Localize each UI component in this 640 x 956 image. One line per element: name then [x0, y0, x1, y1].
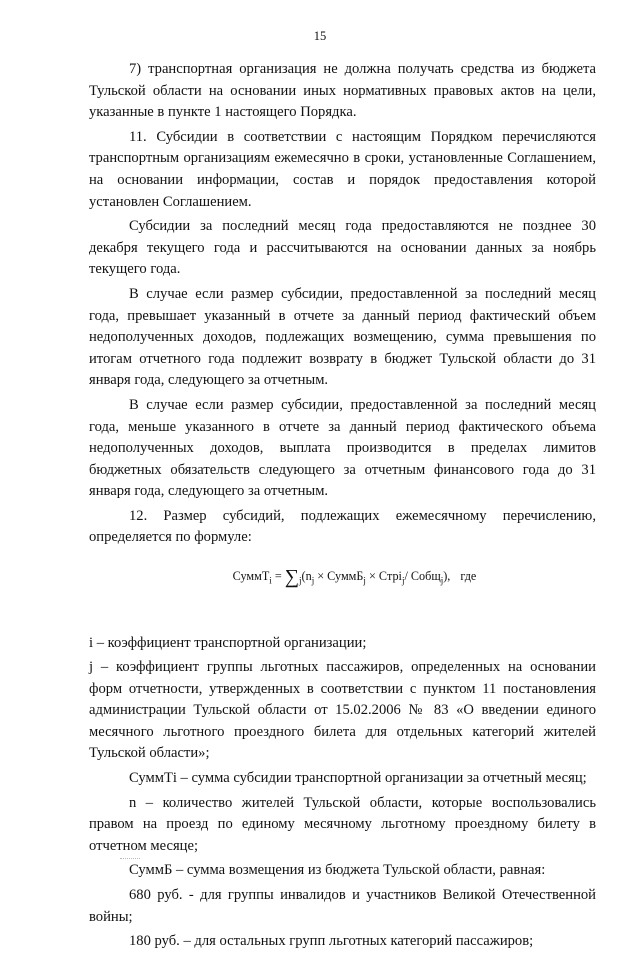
paragraph-shortfall-case: В случае если размер субсидии, предоставленной за последний месяц года, меньше указанного в отчете за данный период фактического объема недополученных доходов, выплата производится в пределах лимитов бюджетных обязательств следующего за отчетным финансового года до 31 января года, следующего за отчетным. — [89, 396, 596, 500]
formula-lhs-sub: i — [269, 575, 272, 586]
paragraph-clause-11: 11. Субсидии в соответствии с настоящим Порядком перечисляются транспортным организациям ежемесячно в сроки, установленные Соглашением, на основании информации, состав и порядок предоставления которой установлен Соглашением. — [89, 128, 596, 210]
definition-paragraph: i – коэффициент транспортной организации; — [89, 634, 367, 651]
n-index: j — [311, 575, 315, 586]
definition-paragraph: 180 руб. – для остальных групп льготных категорий пассажиров; — [129, 933, 534, 950]
sum-symbol: ∑ — [284, 566, 300, 589]
paragraph-last-month: Субсидии за последний месяц года предоставляются не позднее 30 декабря текущего года и рассчитываются на основании данных за ноябрь текущего года. — [89, 218, 596, 278]
sobsh-index: j — [440, 575, 444, 586]
formula-times-str: × Cтрi — [365, 569, 402, 584]
paragraph-excess-case: В случае если размер субсидии, предоставленной за последний месяц года, превышает указанный в отчете за данный период фактический объем недополученных доходов, подлежащих возмещению, сумма превышения по итогам отчетного года подлежит возврату в бюджет Тульской области до 31 января года, следующего за отчетным. — [89, 285, 596, 389]
formula-div: / Cобщ — [404, 569, 441, 584]
definition-paragraph: 680 руб. - для группы инвалидов и участников Великой Отечественной войны; — [89, 887, 596, 925]
sum-index: j — [299, 575, 302, 586]
paragraph-item-7: 7) транспортная организация не должна получать средства из бюджета Тульской области на основании иных нормативных правовых актов на цели, указанные в пункте 1 настоящего Порядка. — [89, 61, 596, 121]
formula-eq: = — [271, 569, 285, 584]
paragraph-clause-12: 12. Размер субсидий, подлежащих ежемесячному перечислению, определяется по формуле: — [89, 507, 596, 546]
subsidy-formula — [89, 564, 596, 592]
document-body — [89, 59, 596, 956]
formula-where: где — [460, 569, 477, 584]
summb-index: j — [363, 575, 366, 586]
str-index: j — [401, 575, 405, 586]
formula-open: (n — [301, 569, 312, 584]
formula-times-summb: × СуммБ — [314, 569, 364, 584]
definition-paragraph: СуммБ – сумма возмещения из бюджета Тульской области, равная: — [129, 862, 546, 879]
formula-lhs: СуммТ — [232, 569, 270, 584]
page-number: 15 — [313, 29, 327, 43]
definition-paragraph: n – количество жителей Тульской области, которые воспользовались правом на проезд по единому месячному льготному проездному билету в отчетном месяце; — [89, 794, 596, 854]
definition-paragraph: j – коэффициент группы льготных пассажиров, определенных на основании форм отчетности, утвержденных в соответствии с пунктом 11 постановления администрации Тульской области от 15.02.2006 № 83 «О введении единого месячного льготного проездного билета для отдельных категорий жителей Тульской области»; — [89, 659, 596, 762]
formula-close: ), — [443, 569, 451, 584]
definition-paragraph: СуммТi – сумма субсидии транспортной организации за отчетный месяц; — [129, 770, 587, 787]
scan-smudge — [120, 858, 140, 863]
